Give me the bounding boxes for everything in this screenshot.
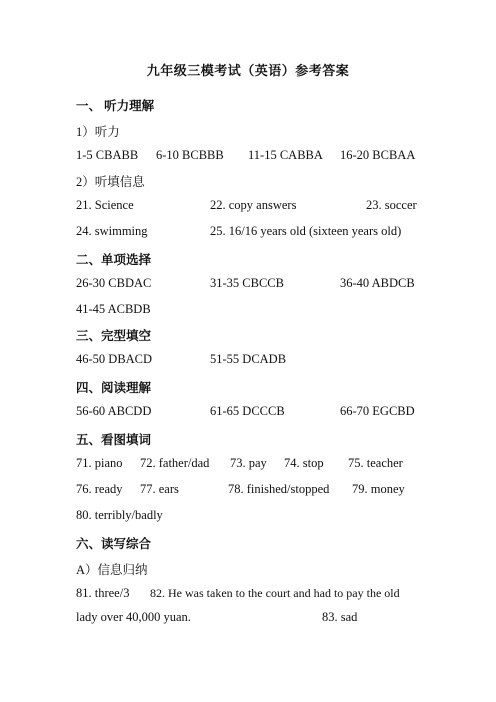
- fill-info-subheading: 2）听填信息: [76, 175, 145, 189]
- answer-group: 31-35 CBCCB: [210, 276, 284, 290]
- answer-item: 78. finished/stopped: [228, 482, 330, 496]
- cloze-row: [76, 352, 420, 368]
- answer-item: 79. money: [352, 482, 405, 496]
- picture-words-row: [76, 456, 420, 472]
- fill-info-row: [76, 198, 420, 214]
- picture-words-row: 80. terribly/badly: [76, 508, 163, 522]
- answer-group: 56-60 ABCDD: [76, 404, 152, 418]
- answer-item: 23. soccer: [366, 198, 417, 212]
- answer-group: 51-55 DCADB: [210, 352, 287, 366]
- answer-item: 77. ears: [140, 482, 179, 496]
- info-summary-row: [76, 610, 420, 626]
- section-picture-words-heading: 五、看图填词: [76, 433, 152, 447]
- answer-item: 82. He was taken to the court and had to pay the old: [150, 586, 400, 600]
- answer-item: 75. teacher: [348, 456, 403, 470]
- listening-subheading: 1）听力: [76, 125, 120, 139]
- section-single-choice-heading: 二、单项选择: [76, 253, 152, 267]
- section-reading-writing-heading: 六、读写综合: [76, 537, 152, 551]
- answer-group: 6-10 BCBBB: [156, 148, 224, 162]
- page-title: 九年级三模考试（英语）参考答案: [146, 63, 350, 78]
- answer-group: 26-30 CBDAC: [76, 276, 152, 290]
- answer-group: 66-70 EGCBD: [340, 404, 415, 418]
- answer-item: 72. father/dad: [140, 456, 210, 470]
- answer-group: 1-5 CBABB: [76, 148, 139, 162]
- picture-words-row: [76, 482, 420, 498]
- answer-item: 71. piano: [76, 456, 123, 470]
- info-summary-row: [76, 586, 420, 602]
- section-cloze-heading: 三、完型填空: [76, 329, 152, 343]
- answer-item: 76. ready: [76, 482, 123, 496]
- answer-item: 81. three/3: [76, 586, 130, 600]
- info-summary-subheading: A）信息归纳: [76, 563, 148, 577]
- listening-answers-row: [76, 148, 420, 164]
- answer-item: 25. 16/16 years old (sixteen years old): [210, 224, 402, 238]
- reading-row: [76, 404, 420, 420]
- answer-item: 74. stop: [284, 456, 324, 470]
- answer-item: 22. copy answers: [210, 198, 297, 212]
- fill-info-row: [76, 224, 420, 240]
- single-choice-row: [76, 276, 420, 292]
- answer-group: 11-15 CABBA: [248, 148, 323, 162]
- answer-item: 73. pay: [230, 456, 267, 470]
- answer-item: 21. Science: [76, 198, 134, 212]
- answer-item: 24. swimming: [76, 224, 148, 238]
- single-choice-row: 41-45 ACBDB: [76, 302, 151, 316]
- answer-item: 83. sad: [322, 610, 358, 624]
- answer-group: 36-40 ABDCB: [340, 276, 415, 290]
- answer-group: 46-50 DBACD: [76, 352, 153, 366]
- answer-item: lady over 40,000 yuan.: [76, 610, 191, 624]
- answer-group: 61-65 DCCCB: [210, 404, 285, 418]
- section-reading-heading: 四、阅读理解: [76, 381, 152, 395]
- section-listening-heading: 一、 听力理解: [76, 99, 155, 113]
- answer-group: 16-20 BCBAA: [340, 148, 416, 162]
